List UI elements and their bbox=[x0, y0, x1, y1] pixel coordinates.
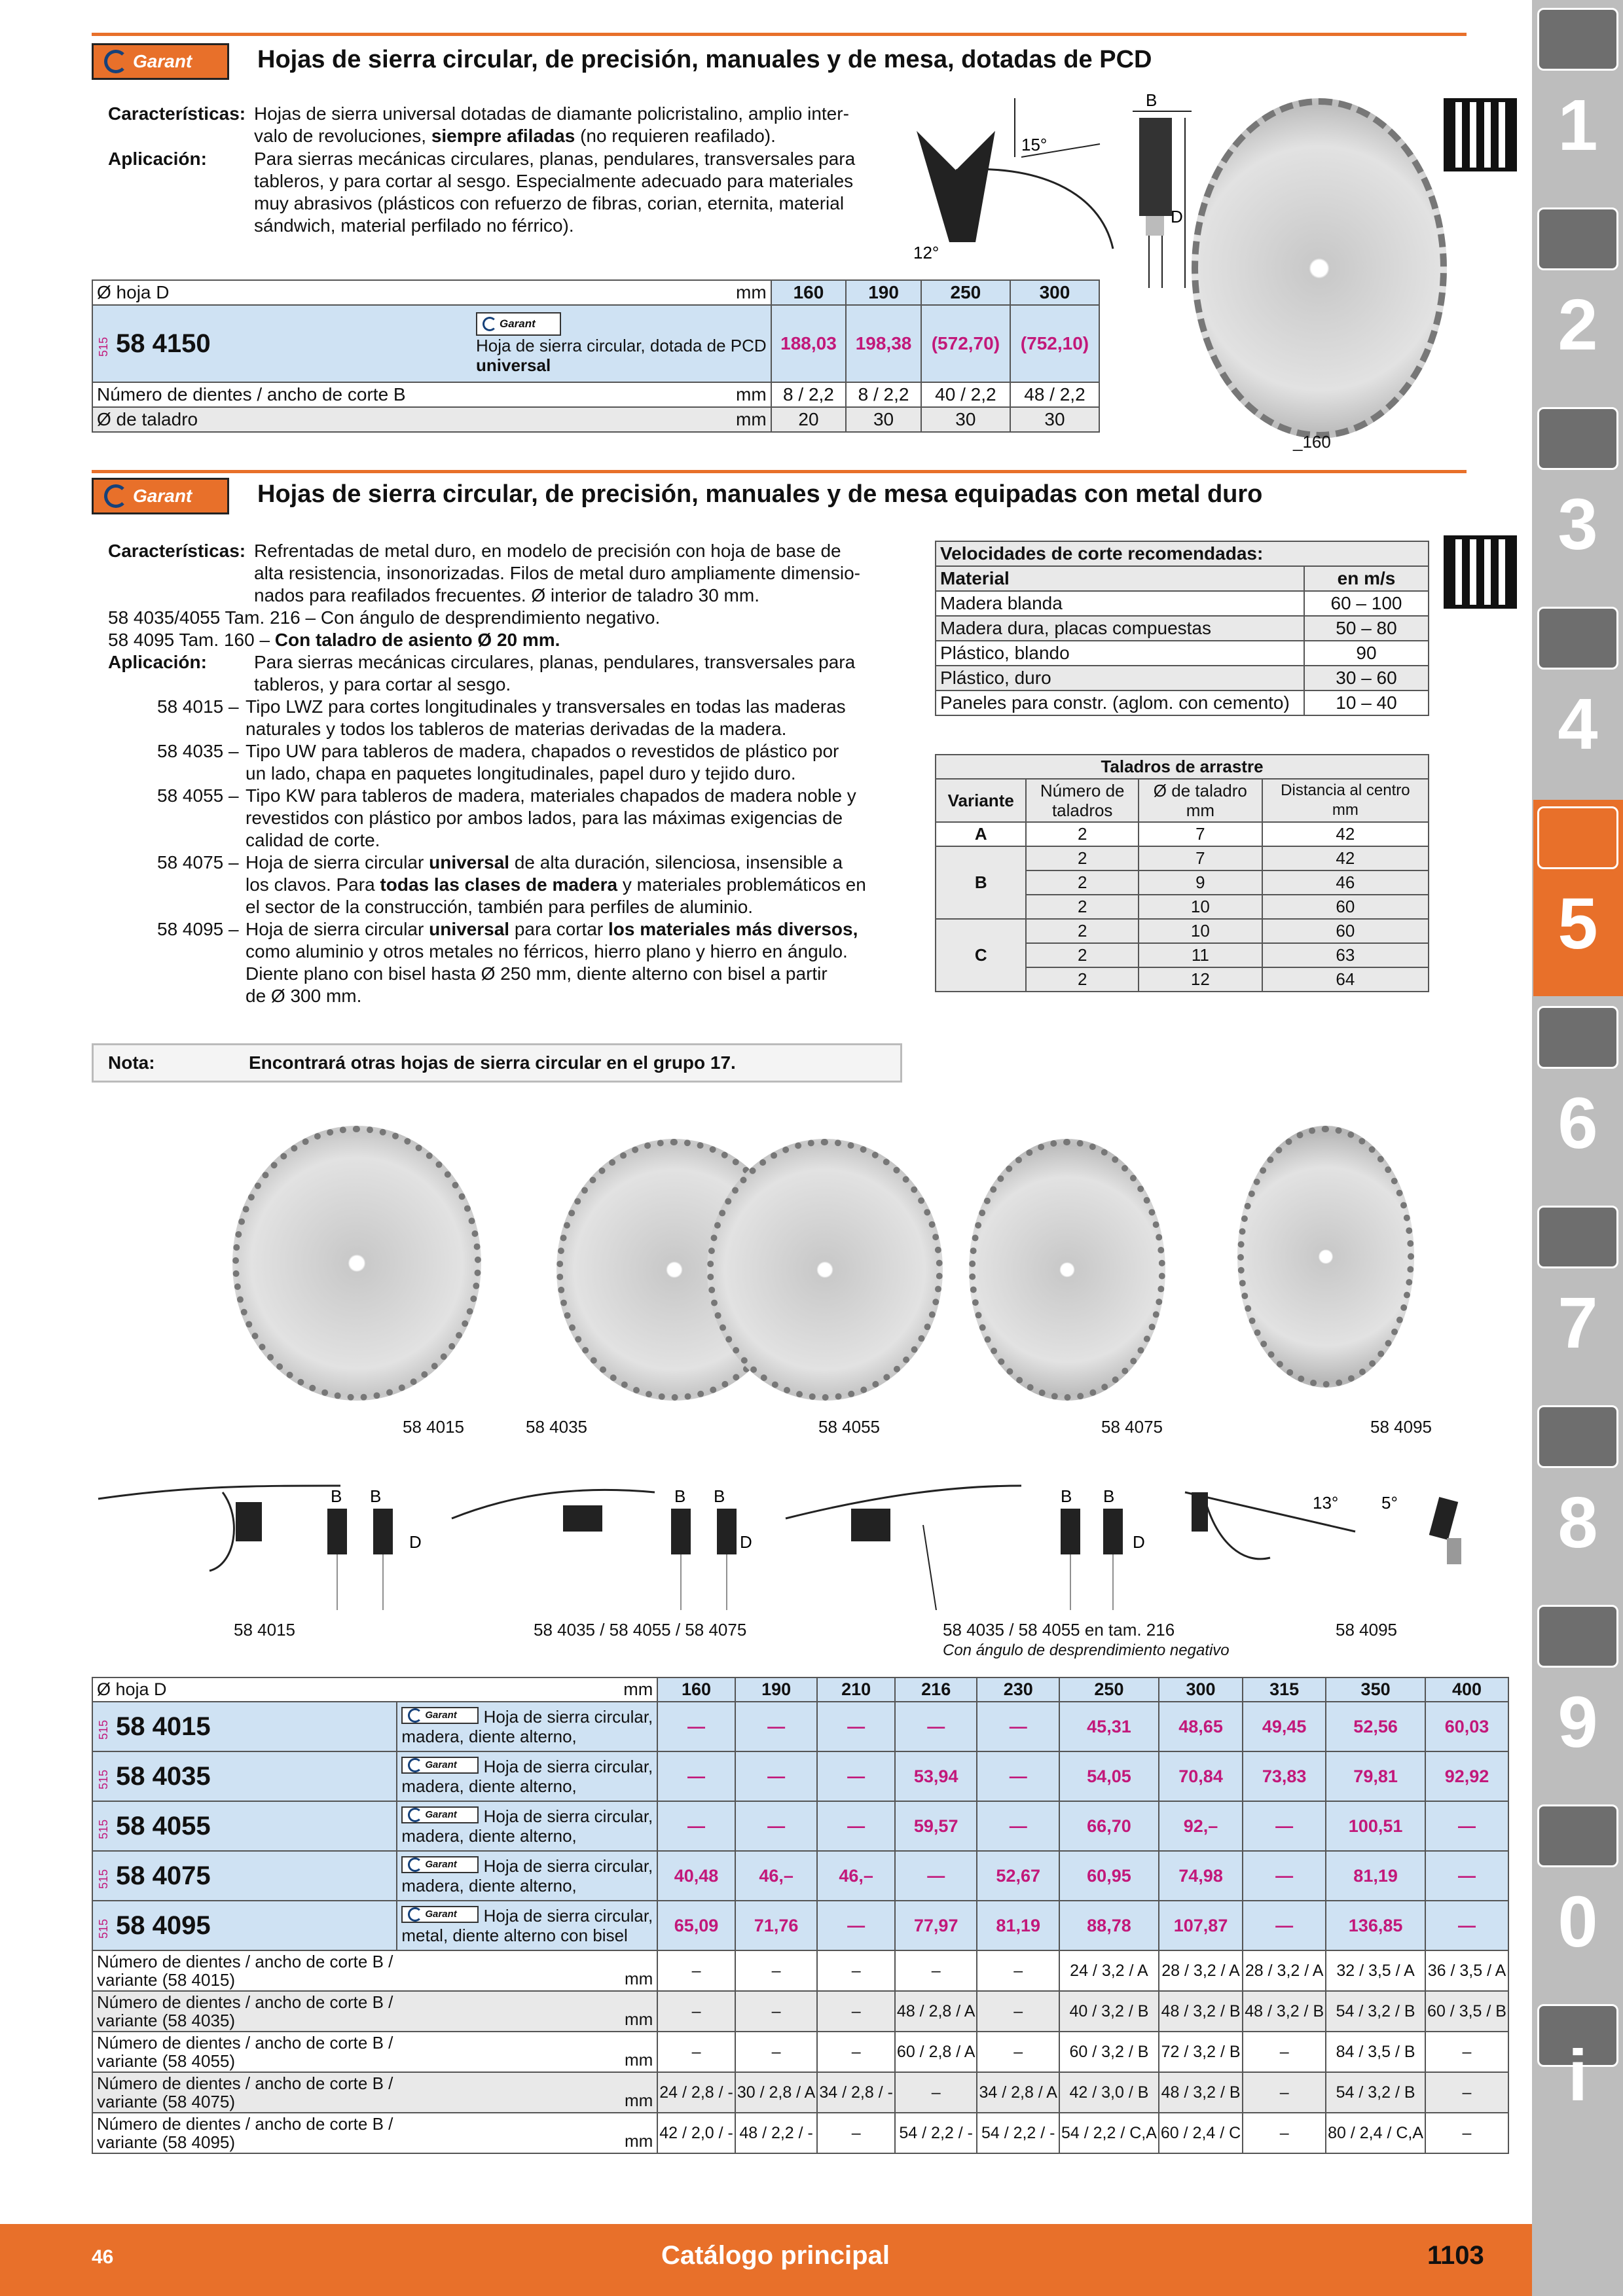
diagram-caption: Con ángulo de desprendimiento negativo bbox=[943, 1641, 1230, 1659]
product-row: 515 58 4015 Garant Hoja de sierra circular, madera, diente alterno, — — — — — 45,31 48,65 49,45 52,56 60,03 bbox=[92, 1702, 1508, 1751]
svg-text:D: D bbox=[409, 1532, 422, 1552]
features-text: Hojas de sierra universal dotadas de diamante policristalino, amplio inter- valo de revoluciones, siempre afiladas (no requieren reafilado). bbox=[254, 103, 849, 146]
article-number: 58 4035 bbox=[116, 1761, 211, 1791]
tooth-angle-diagram bbox=[903, 92, 1120, 262]
angle-15-label: 15° bbox=[1021, 135, 1048, 154]
svg-text:B: B bbox=[1061, 1486, 1072, 1506]
article-number: 58 4095 bbox=[116, 1910, 211, 1940]
qr-code bbox=[1444, 535, 1517, 609]
svg-text:B: B bbox=[331, 1486, 342, 1506]
angle-12-label: 12° bbox=[913, 243, 939, 262]
blade-caption: 58 4075 bbox=[1101, 1417, 1163, 1437]
chapter-tab-8[interactable]: 8 bbox=[1558, 1482, 1598, 1563]
article-number: 58 4015 bbox=[116, 1712, 211, 1741]
chapter-tab-4[interactable]: 4 bbox=[1558, 684, 1598, 764]
svg-text:B: B bbox=[674, 1486, 686, 1506]
footer-title: Catálogo principal bbox=[661, 2241, 890, 2270]
drive-holes-table: Taladros de arrastre Variante Número de taladros Ø de taladro mm Distancia al centro mm A 2 7 42 B 2 7 42 2 9 46 2 10 60 C 2 10 60 2 11 63 2 12 64 bbox=[935, 754, 1429, 992]
product-row: 515 58 4035 Garant Hoja de sierra circular, madera, diente alterno, — — — 53,94 — 54,05 70,84 73,83 79,81 92,92 bbox=[92, 1751, 1508, 1801]
cabinet-icon[interactable] bbox=[1537, 1605, 1618, 1668]
svg-text:B: B bbox=[370, 1486, 382, 1506]
garant-logo: Garant bbox=[92, 478, 229, 514]
dim-b-label: B bbox=[1146, 92, 1158, 110]
application-text: Para sierras mecánicas circulares, planas, pendulares, transversales para tableros, y para cortar al sesgo. bbox=[254, 652, 856, 694]
blade-image-584055 bbox=[707, 1139, 943, 1401]
features-label: Características: bbox=[108, 541, 246, 561]
svg-text:D: D bbox=[740, 1532, 752, 1552]
diagram-caption: 58 4095 bbox=[1336, 1620, 1397, 1640]
blade-image-584075 bbox=[969, 1139, 1165, 1401]
page-number-right: 1103 bbox=[1427, 2241, 1484, 2270]
code-tag: 515 bbox=[97, 337, 110, 357]
caliper-icon[interactable] bbox=[1537, 607, 1618, 670]
head-label: Ø hoja D bbox=[92, 280, 472, 305]
garant-mini-logo: Garant bbox=[401, 1806, 479, 1823]
chapter-tab-9[interactable]: 9 bbox=[1558, 1682, 1598, 1763]
product-row: 515 58 4055 Garant Hoja de sierra circular, madera, diente alterno, — — — 59,57 — 66,70 92,– — 100,51 — bbox=[92, 1801, 1508, 1851]
garant-logo: Garant bbox=[92, 43, 229, 80]
product-row: 515 58 4075 Garant Hoja de sierra circular, madera, diente alterno, 40,48 46,– 46,– — 52,67 60,95 74,98 — 81,19 — bbox=[92, 1851, 1508, 1901]
dim-d-label: D bbox=[1171, 207, 1183, 226]
drill-icon[interactable] bbox=[1537, 8, 1618, 71]
diagram-caption: 58 4035 / 58 4055 / 58 4075 bbox=[534, 1620, 747, 1640]
article-number: 58 4075 bbox=[116, 1861, 211, 1890]
features-text: Refrentadas de metal duro, en modelo de precisión con hoja de base de alta resistencia, insonorizadas. Filos de metal duro ampliamente dimensio- nados para reafilados frecuentes. Ø interior de taladro 30 mm. bbox=[254, 541, 860, 605]
garant-mini-logo: Garant bbox=[401, 1856, 479, 1873]
blade-image-584015 bbox=[232, 1126, 481, 1401]
chapter-tab-5[interactable]: 5 bbox=[1558, 884, 1598, 964]
note-box: Nota: Encontrará otras hojas de sierra circular en el grupo 17. bbox=[92, 1043, 902, 1083]
cutting-speeds-table: Velocidades de corte recomendadas: Material en m/s Madera blanda 60 – 100 Madera dura, placas compuestas 50 – 80 Plástico, blando 90 Plástico, duro 30 – 60 Paneles para constr. (aglom. con cemento) 10 – 40 bbox=[935, 541, 1429, 716]
section-title: Hojas de sierra circular, de precisión, manuales y de mesa equipadas con metal duro bbox=[257, 480, 1263, 508]
pcd-table: Ø hoja D mm 160 190 250 300 515 58 4150 Garant Hoja de sierra circular, dotada de PCD universal 188,03 198,38 (572,70) (752,10) Número de dientes / ancho de corte B mm 8 / 2,2 8 / 2,2 40 / 2,2 48 / 2,2 Ø de taladro mm 20 30 30 30 bbox=[92, 279, 1100, 433]
saw-blade-icon[interactable] bbox=[1537, 806, 1618, 869]
article-number: 58 4055 bbox=[116, 1811, 211, 1840]
spec-row: Número de dientes / ancho de corte B / variante (58 4015) mm – – – – – 24 / 3,2 / A 28 / 3,2 / A 28 / 3,2 / A 32 / 3,5 / A 36 / 3,5 / A bbox=[92, 1950, 1508, 1991]
svg-text:D: D bbox=[1133, 1532, 1145, 1552]
types-list: 58 4015 – Tipo LWZ para cortes longitudinales y transversales en todas las maderas naturales y todos los tableros de materias derivadas de la madera. 58 4035 – Tipo UW para tableros de madera, chapados o revestidos de plástico por un lado, chapa en paquetes longitudinales, papel duro y tejido duro. 58 4055 – Tipo KW para tableros de madera, materiales chapados de madera noble y revestidos con plástico por ambos lados, para las máximas exigencias de calidad de corte. 58 4075 – Hoja de sierra circular universal de alta duración, silenciosa, insensible a los clavos. Para todas las clases de madera y materiales problemáticos en el sector de la construcción, también para perfiles de aluminio. 58 4095 – Hoja de sierra circular universal para cortar los materiales más diversos, como aluminio y otros metales no férricos, hierro plano y hierro en ángulo. Diente plano con bisel hasta Ø 250 mm, diente alterno con bisel a partir de Ø 300 mm. bbox=[157, 696, 866, 1006]
qr-code bbox=[1444, 98, 1517, 171]
chapter-tab-1[interactable]: 1 bbox=[1558, 85, 1598, 166]
toolbox-icon[interactable] bbox=[1537, 1405, 1618, 1468]
article-number: 58 4150 bbox=[116, 329, 211, 358]
wrench-icon[interactable] bbox=[1537, 1006, 1618, 1069]
page-number-left: 46 bbox=[92, 2246, 114, 2268]
tooth-geometry-diagrams bbox=[92, 1446, 1506, 1610]
blade-caption: 58 4035 bbox=[526, 1417, 587, 1437]
features-notes: 58 4035/4055 Tam. 216 – Con ángulo de desprendimiento negativo. 58 4095 Tam. 160 – Con taladro de asiento Ø 20 mm. bbox=[108, 607, 661, 650]
diagram-caption: 58 4035 / 58 4055 en tam. 216 bbox=[943, 1620, 1175, 1640]
pliers-icon[interactable] bbox=[1537, 1206, 1618, 1268]
application-label: Aplicación: bbox=[108, 652, 207, 672]
safety-icon[interactable] bbox=[1537, 1804, 1618, 1867]
chapter-tab-0[interactable]: 0 bbox=[1558, 1882, 1598, 1962]
kerf-diagram bbox=[1120, 92, 1198, 288]
blade-caption: 58 4095 bbox=[1370, 1417, 1432, 1437]
diagram-caption: 58 4015 bbox=[234, 1620, 295, 1640]
insert-icon[interactable] bbox=[1537, 207, 1618, 270]
svg-text:B: B bbox=[1103, 1486, 1115, 1506]
garant-mini-logo: Garant bbox=[476, 312, 561, 336]
blade-image-584095 bbox=[1237, 1126, 1414, 1388]
application-label: Aplicación: bbox=[108, 149, 207, 169]
svg-text:5°: 5° bbox=[1381, 1493, 1398, 1513]
chuck-icon[interactable] bbox=[1537, 407, 1618, 470]
features-label: Características: bbox=[108, 103, 246, 124]
svg-text:13°: 13° bbox=[1313, 1493, 1339, 1513]
chapter-tab-7[interactable]: 7 bbox=[1558, 1283, 1598, 1363]
blade-caption: 58 4055 bbox=[818, 1417, 880, 1437]
carbide-blades-table: Ø hoja D mm 160 190 210 216 230 250 300 315 350 400 515 58 4015 Garant Hoja de sierra circular, madera, diente alterno, — — — — — 45,31 48,65 49,45 52,56 60,03 515 58 4035 Garant Hoja de sierra circular, madera, diente alterno, — — — 53,94 — 54,05 70,84 73,83 79,81 92,92 515 58 4055 Garant Hoja de sierra circular, madera, diente alterno, — — — 59,57 — 66,70 92,– — 100,51 — 515 58 4075 Garant Hoja de sierra circular, madera, diente alterno, 40,48 46,– 46,– — 52,67 60,95 74,98 — 81,19 — 515 58 4095 Garant Hoja de sierra circular, metal, diente alterno con bisel 65,09 71,76 — 77,97 81,19 88,78 107,87 — 136,85 — Número de dientes / ancho de corte B / variante (58 4015) mm – – – – – 24 / 3,2 / A 28 / 3,2 / A 28 / 3,2 / A 32 / 3,5 / A 36 / 3,5 / A Número de dientes / ancho de corte B / variante (58 4035) mm – – – 48 / 2,8 / A – 40 / 3,2 / B 48 / 3,2 / B 48 / 3,2 / B 54 / 3,2 / B 60 / 3,5 / B Número de dientes / ancho de corte B / variante (58 4055) mm – – – 60 / 2,8 / A – 60 / 3,2 / B 72 / 3,2 / B – 84 / 3,5 / B – Número de dientes / ancho de corte B / variante (58 4075) mm 24 / 2,8 / - 30 / 2,8 / A 34 / 2,8 / - – 34 / 2,8 / A 42 / 3,0 / B 48 / 3,2 / B – 54 / 3,2 / B – Número de dientes / ancho de corte B / variante (58 4095) mm 42 / 2,0 / - 48 / 2,2 / - – 54 / 2,2 / - 54 / 2,2 / - 54 / 2,2 / C,A 60 / 2,4 / C – 80 / 2,4 / C,A – bbox=[92, 1677, 1509, 2154]
blade-caption: 58 4015 bbox=[403, 1417, 464, 1437]
application-text: Para sierras mecánicas circulares, planas, pendulares, transversales para tableros, y para cortar al sesgo. Especialmente adecuado para materiales muy abrasivos (plásticos con refuerzo de fibras, corian, eternita, material sándwich, material perfilado no férrico). bbox=[254, 149, 856, 236]
spec-row: Número de dientes / ancho de corte B / variante (58 4095) mm 42 / 2,0 / - 48 / 2,2 / - – 54 / 2,2 / - 54 / 2,2 / - 54 / 2,2 / C,A 60 / 2,4 / C – 80 / 2,4 / C,A – bbox=[92, 2113, 1508, 2153]
section-title: Hojas de sierra circular, de precisión, manuales y de mesa, dotadas de PCD bbox=[257, 46, 1152, 73]
svg-text:B: B bbox=[714, 1486, 725, 1506]
chapter-tab-6[interactable]: 6 bbox=[1558, 1083, 1598, 1164]
product-row: 515 58 4095 Garant Hoja de sierra circular, metal, diente alterno con bisel 65,09 71,76 — 77,97 81,19 88,78 107,87 — 136,85 — bbox=[92, 1901, 1508, 1950]
spec-row: Número de dientes / ancho de corte B / variante (58 4075) mm 24 / 2,8 / - 30 / 2,8 / A 34 / 2,8 / - – 34 / 2,8 / A 42 / 3,0 / B 48 / 3,2 / B – 54 / 3,2 / B – bbox=[92, 2072, 1508, 2113]
garant-mini-logo: Garant bbox=[401, 1906, 479, 1923]
spec-row: Número de dientes / ancho de corte B / variante (58 4055) mm – – – 60 / 2,8 / A – 60 / 3,2 / B 72 / 3,2 / B – 84 / 3,5 / B – bbox=[92, 2032, 1508, 2072]
pcd-blade-image bbox=[1192, 98, 1447, 439]
spec-row: Número de dientes / ancho de corte B / variante (58 4035) mm – – – 48 / 2,8 / A – 40 / 3,2 / B 48 / 3,2 / B 48 / 3,2 / B 54 / 3,2 / B 60 / 3,5 / B bbox=[92, 1991, 1508, 2032]
pcd-blade-caption: _160 bbox=[1293, 432, 1331, 452]
garant-mini-logo: Garant bbox=[401, 1707, 479, 1724]
chapter-tab-2[interactable]: 2 bbox=[1558, 285, 1598, 365]
head-unit: mm bbox=[472, 280, 771, 305]
chapter-tab-i[interactable]: i bbox=[1567, 2036, 1588, 2116]
chapter-tab-3[interactable]: 3 bbox=[1558, 484, 1598, 565]
garant-mini-logo: Garant bbox=[401, 1757, 479, 1774]
